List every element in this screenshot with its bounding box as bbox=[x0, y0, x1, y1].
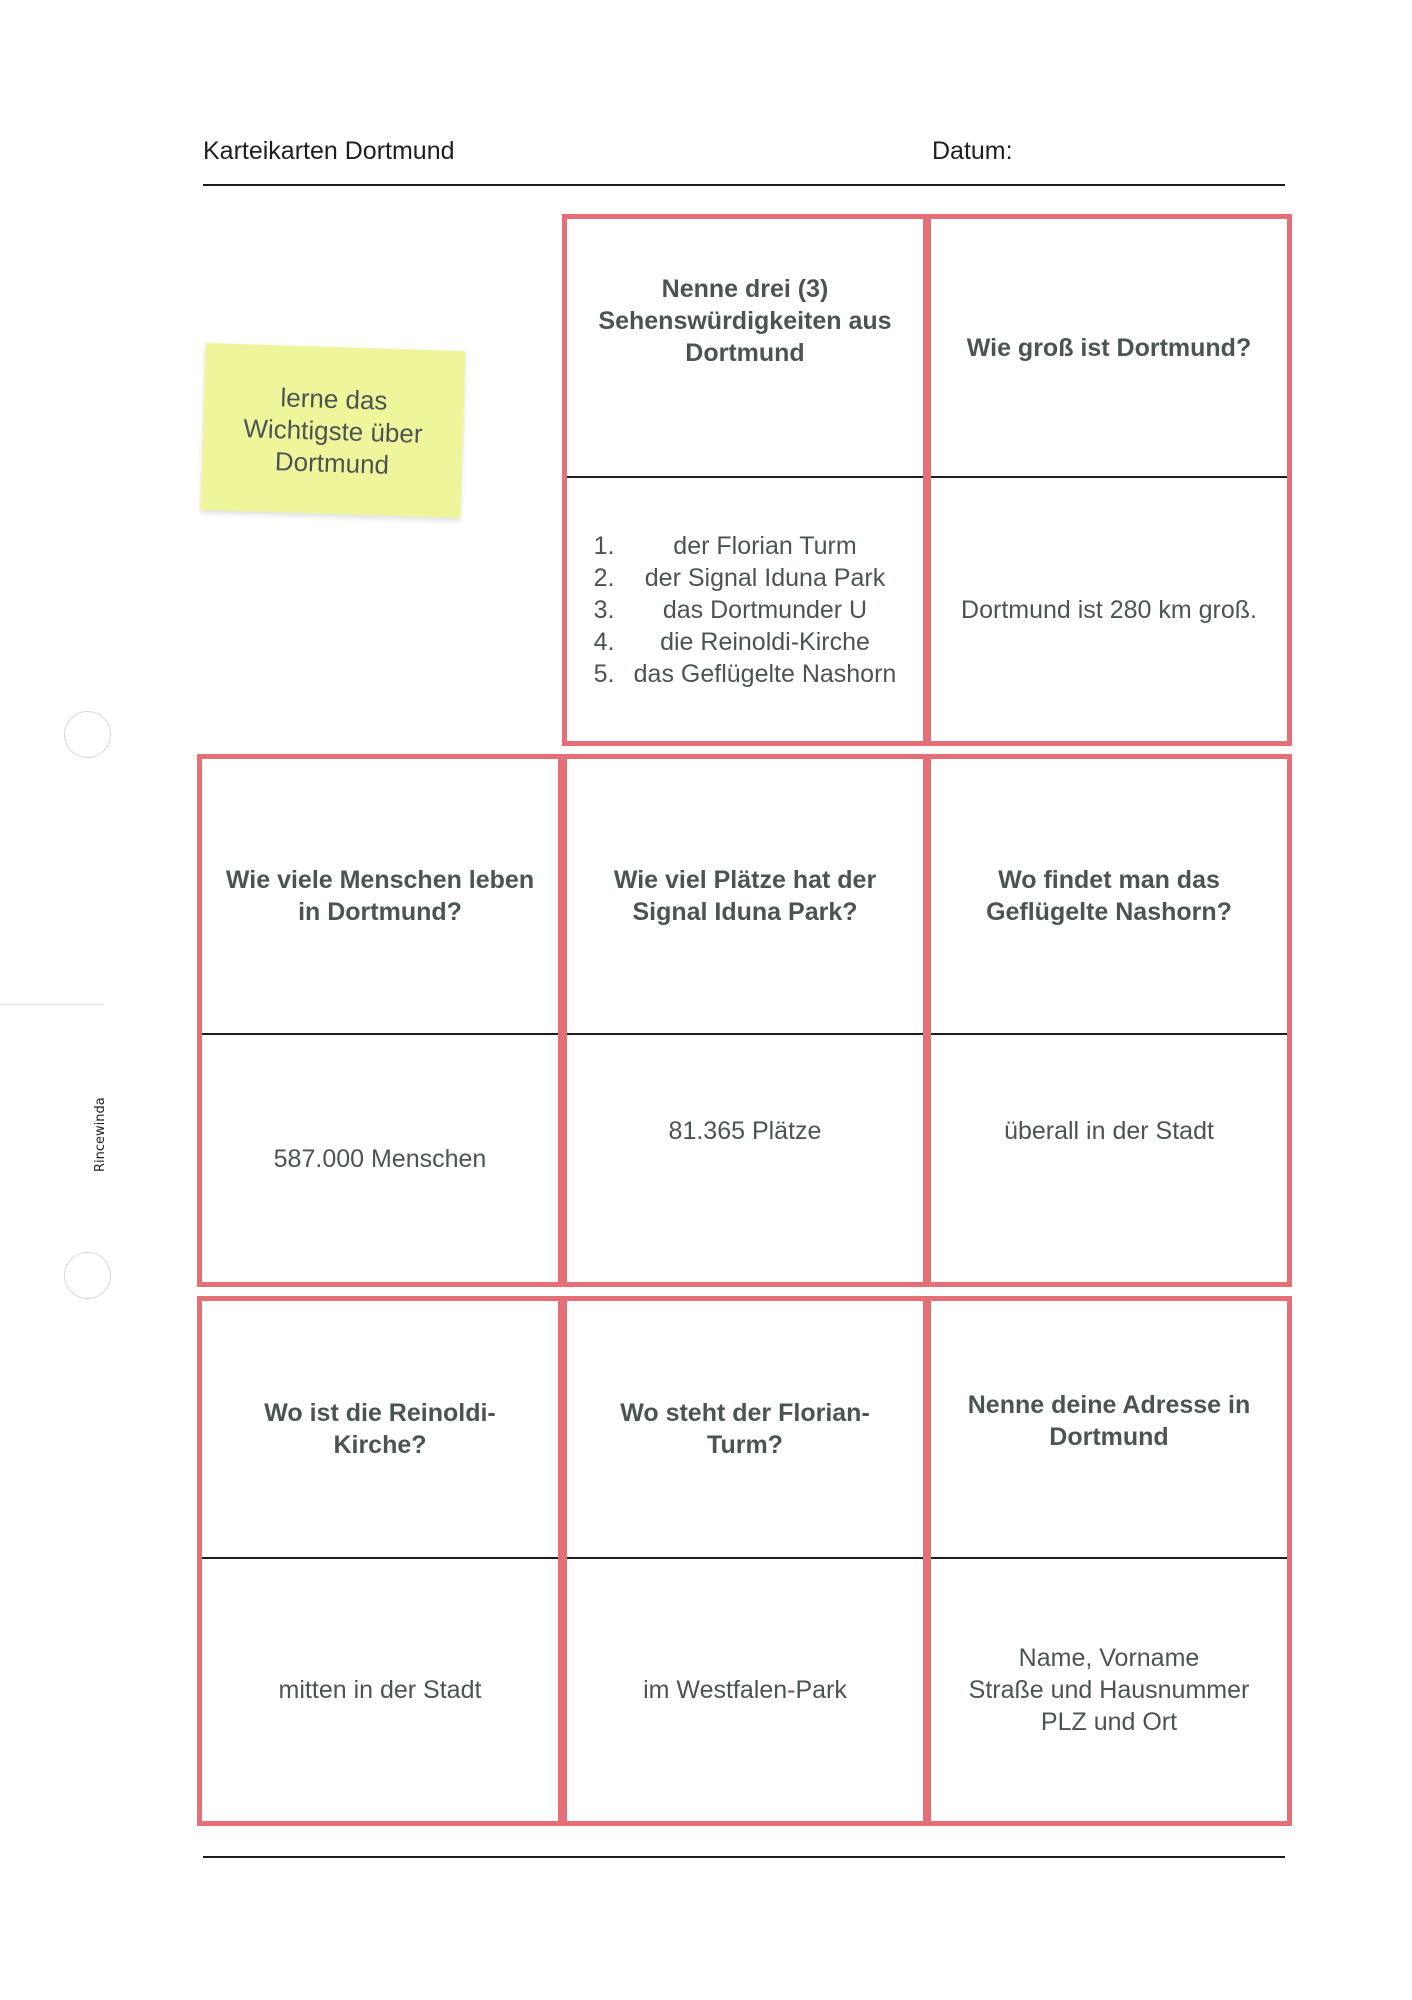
date-label: Datum: bbox=[932, 137, 1013, 165]
list-number: 2. bbox=[593, 563, 615, 592]
flashcard-address bbox=[926, 1296, 1292, 1826]
card-answer: überall in der Stadt bbox=[1004, 1117, 1214, 1145]
sticky-note-text: lerne das Wichtigste über Dortmund bbox=[242, 381, 424, 480]
list-text: das Dortmunder U bbox=[662, 595, 868, 624]
list-item bbox=[594, 530, 897, 562]
list-item bbox=[594, 594, 897, 626]
card-question: Nenne deine Adresse in Dortmund bbox=[931, 1301, 1287, 1559]
card-question: Nenne drei (3) Sehenswürdigkeiten aus Dortmund bbox=[567, 219, 923, 478]
flashcard-church bbox=[197, 1296, 563, 1826]
card-answer: 81.365 Plätze bbox=[668, 1117, 822, 1145]
header-divider bbox=[203, 184, 1285, 186]
card-answer bbox=[931, 1559, 1287, 1821]
card-answer: im Westfalen-Park bbox=[643, 1676, 847, 1704]
flashcard-sights bbox=[562, 214, 928, 746]
punch-hole-top bbox=[64, 711, 111, 758]
flashcard-rhino bbox=[926, 754, 1292, 1287]
address-lines bbox=[969, 1642, 1250, 1738]
flashcard-tower bbox=[562, 1296, 928, 1826]
flashcard-size bbox=[926, 214, 1292, 746]
flashcard-population bbox=[197, 754, 563, 1287]
list-number: 4. bbox=[593, 627, 615, 656]
list-item bbox=[594, 658, 897, 690]
list-text: der Florian Turm bbox=[673, 531, 857, 560]
punch-hole-bottom bbox=[64, 1252, 111, 1299]
card-question: Wie viele Menschen leben in Dortmund? bbox=[202, 759, 558, 1035]
card-answer bbox=[567, 478, 923, 741]
address-line: Name, Vorname bbox=[1018, 1644, 1200, 1672]
flashcard-stadium bbox=[562, 754, 928, 1287]
list-text: das Geflügelte Nashorn bbox=[633, 659, 897, 688]
card-question: Wie viel Plätze hat der Signal Iduna Park? bbox=[567, 759, 923, 1035]
list-number: 5. bbox=[593, 659, 615, 688]
card-answer: mitten in der Stadt bbox=[278, 1676, 482, 1704]
address-line: PLZ und Ort bbox=[1040, 1708, 1178, 1736]
list-text: der Signal Iduna Park bbox=[644, 563, 886, 592]
address-line: Straße und Hausnummer bbox=[968, 1676, 1250, 1704]
card-question: Wo steht der Florian-Turm? bbox=[567, 1301, 923, 1559]
list-number: 3. bbox=[593, 595, 615, 624]
footer-divider bbox=[203, 1856, 1285, 1858]
fold-mark bbox=[0, 1004, 103, 1005]
list-item bbox=[594, 562, 897, 594]
list-item bbox=[594, 626, 897, 658]
sticky-note bbox=[200, 343, 465, 518]
list-number: 1. bbox=[593, 531, 615, 560]
card-answer: 587.000 Menschen bbox=[273, 1144, 487, 1173]
card-question: Wo ist die Reinoldi-Kirche? bbox=[202, 1301, 558, 1559]
card-question: Wo findet man das Geflügelte Nashorn? bbox=[931, 759, 1287, 1035]
credit-text: Rincewinda bbox=[93, 1097, 108, 1172]
sights-list bbox=[594, 530, 897, 690]
list-text: die Reinoldi-Kirche bbox=[660, 627, 870, 656]
card-answer: Dortmund ist 280 km groß. bbox=[961, 595, 1257, 624]
card-question: Wie groß ist Dortmund? bbox=[931, 219, 1287, 478]
page-title: Karteikarten Dortmund bbox=[203, 137, 455, 165]
